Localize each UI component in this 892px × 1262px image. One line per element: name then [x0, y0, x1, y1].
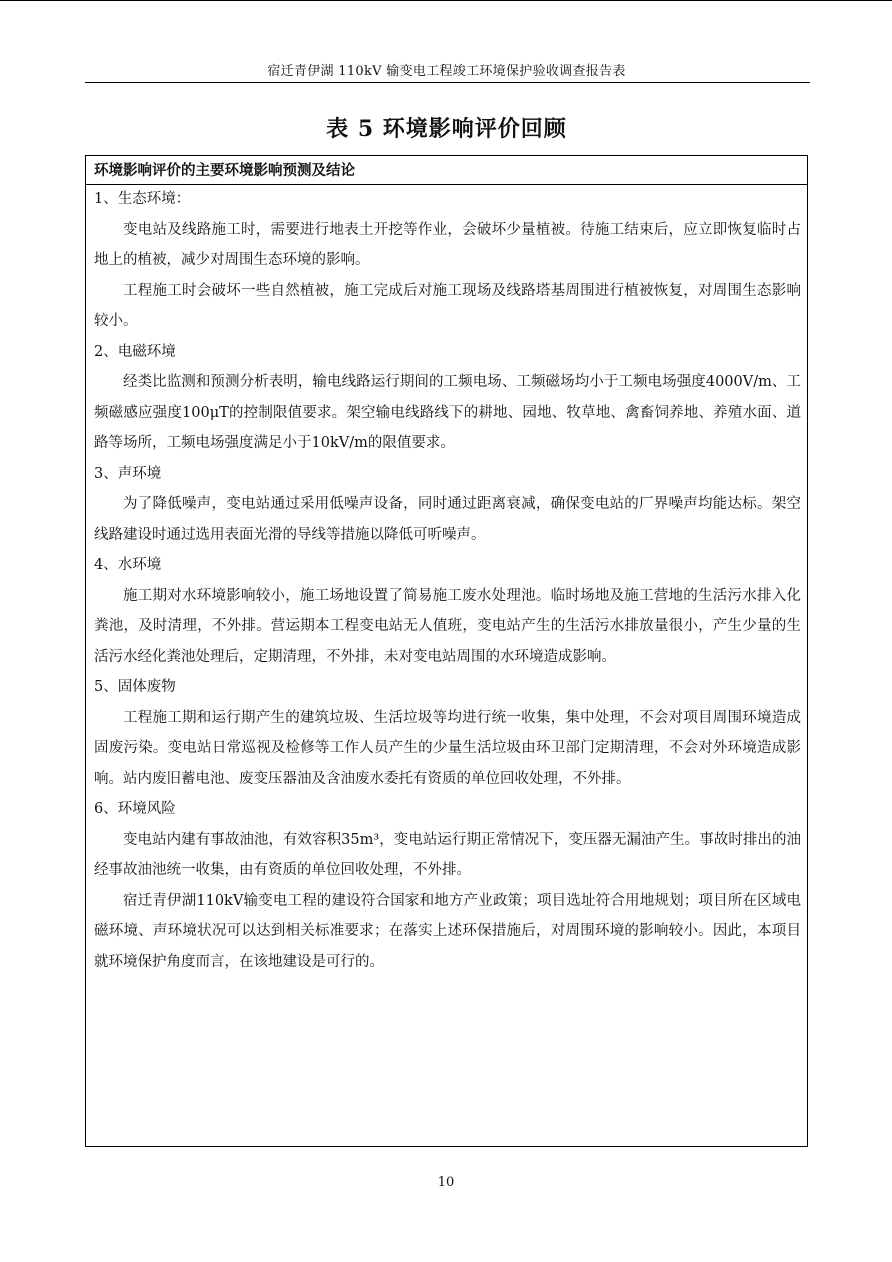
section-title: 2、电磁环境 [94, 343, 176, 360]
header-rule [85, 82, 810, 83]
running-header: 宿迁青伊湖 110kV 输变电工程竣工环境保护验收调查报告表 [267, 64, 626, 79]
table-title: 表 5 环境影响评价回顾 [326, 116, 567, 142]
section-water [94, 550, 801, 672]
section-title: 6、环境风险 [94, 801, 176, 817]
section-ecology [94, 184, 801, 337]
section-paragraph: 工程施工期和运行期产生的建筑垃圾、生活垃圾等均进行统一收集，集中处理，不会对项目周围环境造成固废污染。变电站日常巡视及检修等工作人员产生的少量生活垃圾由环卫部门定期清理，不会对外环境造成影响。站内废旧蓄电池、废变压器油及含油废水委托有资质的单位回收处理，不外排。 [94, 709, 801, 787]
section-paragraph: 工程施工时会破坏一些自然植被，施工完成后对施工现场及线路塔基周围进行植被恢复，对周围生态影响较小。 [94, 282, 801, 329]
conclusion-paragraph: 宿迁青伊湖110kV输变电工程的建设符合国家和地方产业政策；项目选址符合用地规划；项目所在区域电磁环境、声环境状况可以达到相关标准要求；在落实上述环保措施后，对周围环境的影响较小。因此，本项目就环境保护角度而言，在该地建设是可行的。 [94, 892, 801, 970]
section-paragraph: 变电站及线路施工时，需要进行地表土开挖等作业，会破坏少量植被。待施工结束后，应立即恢复临时占地上的植被，减少对周围生态环境的影响。 [94, 221, 801, 268]
review-table [85, 155, 808, 1147]
section-title: 5、固体废物 [94, 679, 176, 695]
table-heading: 环境影响评价的主要环境影响预测及结论 [94, 162, 355, 179]
section-paragraph: 变电站内建有事故油池，有效容积35m³，变电站运行期正常情况下，变压器无漏油产生。事故时排出的油经事故油池统一收集，由有资质的单位回收处理，不外排。 [94, 831, 801, 878]
section-electromagnetic [94, 337, 801, 459]
table-content [94, 184, 801, 977]
section-paragraph: 施工期对水环境影响较小，施工场地设置了简易施工废水处理池。临时场地及施工营地的生活污水排入化粪池，及时清理，不外排。营运期本工程变电站无人值班，变电站产生的生活污水排放量很小，产生少量的生活污水经化粪池处理后，定期清理，不外排，未对变电站周围的水环境造成影响。 [94, 587, 801, 665]
section-paragraph: 经类比监测和预测分析表明，输电线路运行期间的工频电场、工频磁场均小于工频电场强度4000V/m、工频磁感应强度100μT的控制限值要求。架空输电线路线下的耕地、园地、牧草地、禽畜饲养地、养殖水面、道路等场所，工频电场强度满足小于10kV/m的限值要求。 [94, 374, 801, 451]
section-title: 4、水环境 [94, 557, 162, 573]
section-paragraph: 为了降低噪声，变电站通过采用低噪声设备，同时通过距离衰减，确保变电站的厂界噪声均能达标。架空线路建设时通过选用表面光滑的导线等措施以降低可听噪声。 [94, 496, 801, 543]
page-number: 10 [437, 1175, 455, 1190]
section-title: 1、生态环境： [94, 191, 191, 207]
section-solid-waste [94, 672, 801, 794]
section-title: 3、声环境 [94, 465, 162, 482]
section-risk [94, 794, 801, 977]
page-top-border [0, 0, 892, 1]
section-acoustic [94, 459, 801, 551]
